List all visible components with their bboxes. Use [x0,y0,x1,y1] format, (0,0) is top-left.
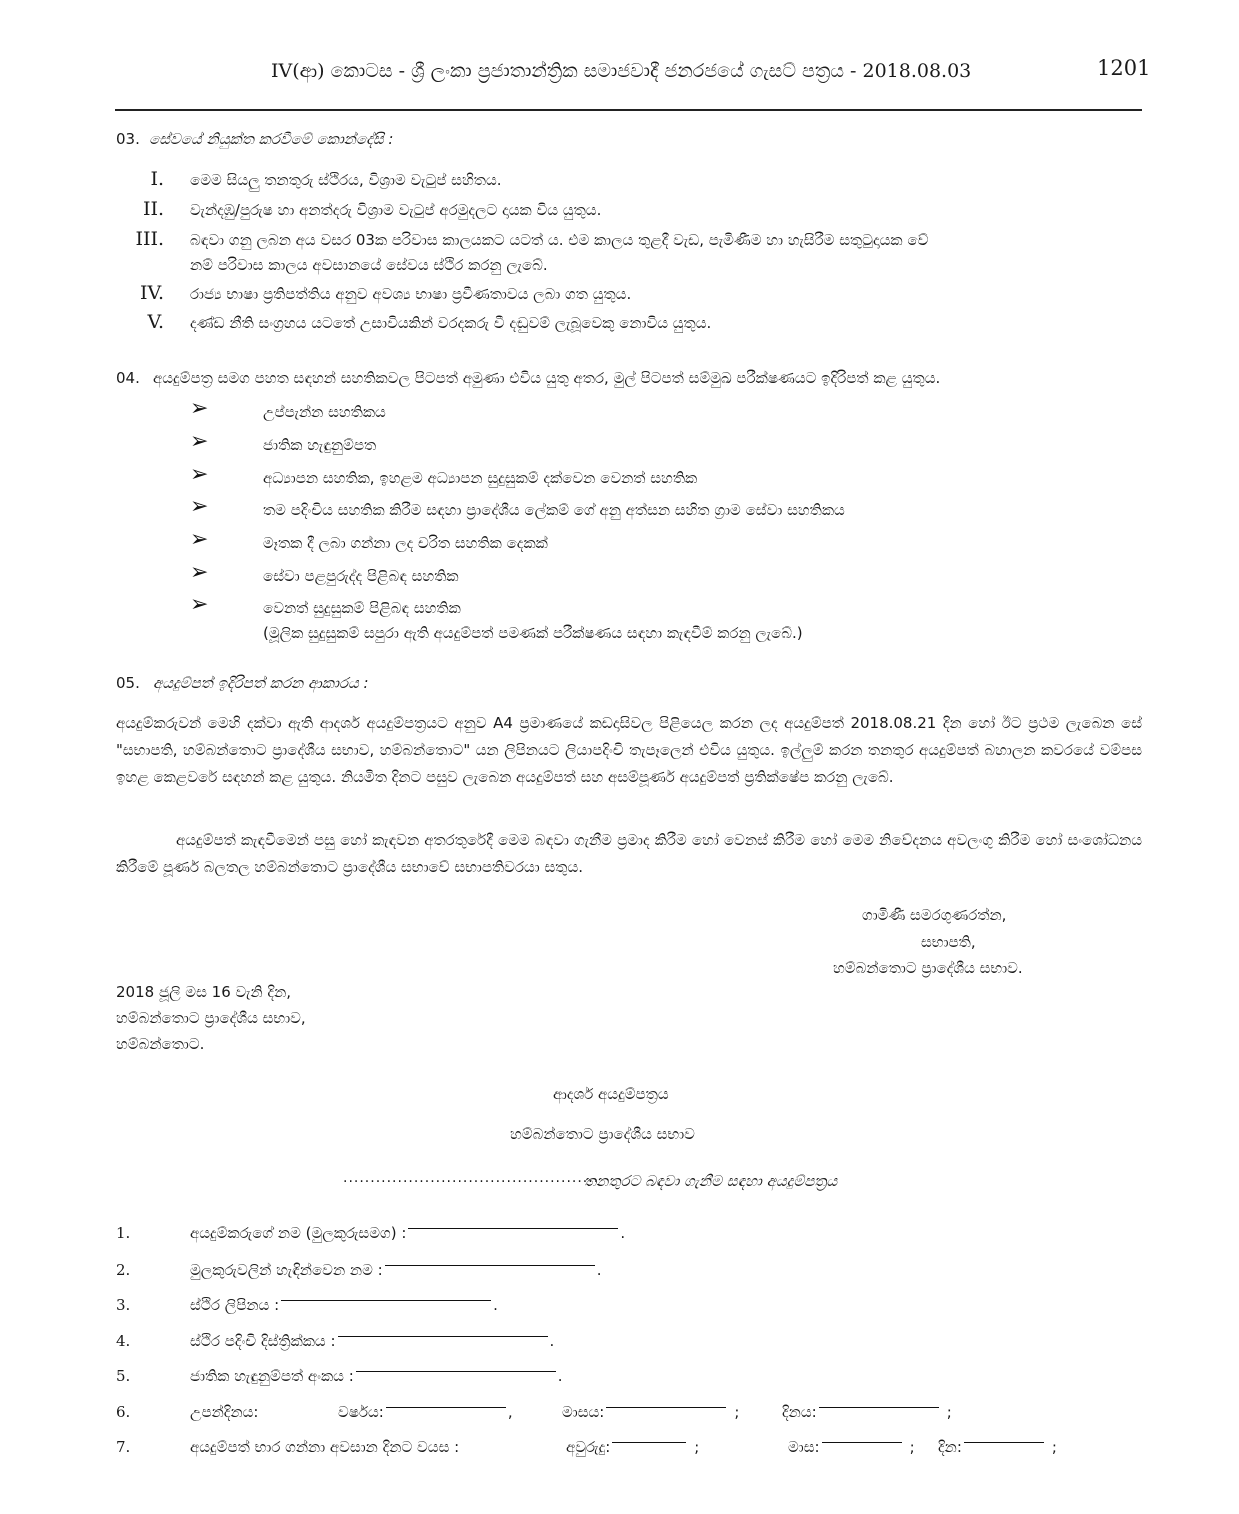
fill-line [386,1407,506,1408]
form-subtitle: හම්බන්තොට ප්‍රාදේශීය සභාව [510,1125,695,1143]
gazette-header-title: IV(ආ) කොටස - ශ්‍රී ලංකා ප්‍රජාතාන්ත්‍රික සමාජවාදී ජනරජයේ ගැසට් පත්‍රය - 2018.08.03 [271,60,972,82]
certificate-item: මෑතක දී ලබා ගන්නා ලද චරිත සහතික දෙකක් [263,534,548,552]
applicant-name-field[interactable] [190,1224,625,1242]
birth-month-field[interactable] [562,1403,739,1421]
certificate-item: වෙනත් සුදුසුකම් පිළිබඳ සහතික [263,599,461,617]
field-end: . [557,1367,563,1385]
field-number: 1. [116,1224,131,1242]
fill-line [819,1407,939,1408]
item-numeral: V. [147,311,164,333]
field-end: . [549,1332,555,1350]
fill-line [281,1300,491,1301]
certificate-item: සේවා පළපුරුද්ද පිළිබඳ සහතික [263,567,459,585]
age-years-field[interactable] [566,1438,699,1456]
separator: , [507,1403,513,1421]
separator: ; [946,1403,952,1421]
separator: ; [909,1438,915,1456]
fill-line [612,1442,686,1443]
field-end: . [620,1224,626,1242]
day-label: දිනය: [782,1403,817,1421]
permanent-address-field[interactable] [190,1296,498,1314]
arrow-bullet-icon: ➢ [190,429,209,454]
fill-line [964,1442,1044,1443]
form-title: ආදර්ශ අයදුම්පත්‍රය [553,1085,669,1103]
arrow-bullet-icon: ➢ [190,527,209,552]
arrow-bullet-icon: ➢ [190,462,209,487]
item-text: දණ්ඩ නීති සංග්‍රහය යටතේ උසාවියකින් වරදකරු වී දඬුවම් ලැබූවෙකු නොවිය යුතුය. [190,314,712,332]
arrow-bullet-icon: ➢ [190,396,209,421]
item-text: බඳවා ගනු ලබන අය වසර 03ක පරිවාස කාලයකට යටත් ය. එම කාලය තුළදී වැඩ, පැමිණීම හා හැසිරීම සතුටුදායක වේ [190,231,929,249]
form-purpose: තනතුරට බඳවා ගැනීම සඳහා අයදුම්පත්‍රය [584,1172,838,1190]
header-rule [115,109,1142,111]
field-label: ස්ථිර ලිපිනය : [190,1296,280,1314]
days-label: දින: [938,1438,962,1456]
birthdate-label: උපන්දිනය: [190,1403,259,1421]
field-label: ස්ථිර පදිංචි දිස්ත්‍රික්කය : [190,1332,336,1350]
field-end: . [493,1296,498,1314]
signatory-office: හම්බන්තොට ප්‍රාදේශීය සභාව. [833,959,1023,977]
field-end: . [596,1261,602,1279]
submission-paragraph: අයදුම්කරුවන් මෙහි දක්වා ඇති ආදර්ශ අයදුම්පත්‍රයට අනුව A4 ප්‍රමාණයේ කඩදාසිවල පිළියෙල කරන ලද අයදුම්පත් 2018.08.21 දින හෝ ඊට ප්‍රථම ලැබෙන සේ "සභාපති, හම්බන්තොට ප්‍රාදේශීය සභාව, හම්බන්තොට" යන ලිපිනයට ලියාපදිංචි තැපෑලෙන් එවිය යුතුය. ඉල්ලුම් කරන තනතුර අයදුම්පත් බහාලන කවරයේ වම්පස ඉහළ කෙළවරේ සඳහන් කළ යුතුය. නියමිත දිනට පසුව ලැබෙන අයදුම්පත් සහ අසම්පූර්ණ අයදුම්පත් ප්‍රතික්ෂේප කරනු ලැබේ. [116,714,1142,786]
fill-line [606,1407,726,1408]
field-number: 2. [116,1261,131,1279]
fill-line [356,1371,556,1372]
section-03-heading: සේවයේ නියුක්ත කරවීමේ කොන්දේසි : [149,130,394,148]
year-label: වර්ෂය: [338,1403,384,1421]
field-number: 5. [116,1367,131,1385]
item-numeral: IV. [140,282,164,304]
certificate-item: උප්පැන්න සහතිකය [263,403,386,421]
age-months-field[interactable] [788,1438,915,1456]
fill-line [822,1442,902,1443]
item-numeral: II. [142,198,164,220]
authority-paragraph: අයදුම්පත් කැඳවීමෙන් පසු හෝ කැඳවන අතරතුරේදී මෙම බඳවා ගැනීම ප්‍රමාද කිරීම හෝ වෙනස් කිරීම හෝ මෙම නිවේදනය අවලංගු කිරීම හෝ සංශෝධනය කිරීමේ පූර්ණ බලතල හම්බන්තොට ප්‍රාදේශීය සභාවේ සභාපතිවරයා සතුය. [116,831,1142,876]
certificate-item: අධ්‍යාපන සහතික, ඉහළම අධ්‍යාපන සුදුසුකම් දක්වෙන වෙනත් සහතික [263,469,698,487]
separator: ; [734,1403,740,1421]
item-text: වැන්දඹු/පුරුෂ හා අනත්දරු විශ්‍රාම වැටුප් අරමුදලට දායක විය යුතුය. [190,201,602,219]
page-number: 1201 [1097,56,1151,80]
date-line: 2018 ජූලි මස 16 වැනි දින, [116,983,292,1001]
field-label: මුලකුරුවලින් හැඳින්වෙන නම : [190,1261,383,1279]
certificate-item: තම පදිංචිය සහතික කිරීම සඳහා ප්‍රාදේශීය ලේකම් ගේ අනු අත්සන සහිත ග්‍රාම සේවා සහතිකය [263,501,845,519]
item-numeral: III. [135,228,164,250]
field-number: 3. [116,1296,131,1314]
field-number: 6. [116,1403,131,1421]
separator: ; [694,1438,700,1456]
birth-day-field[interactable] [782,1403,952,1421]
section-04-intro: අයදුම්පත්‍ර සමග පහත සඳහන් සහතිකවල පිටපත් අමුණා එවිය යුතු අතර, මුල් පිටපත් සම්මුඛ පරීක්ෂණයට ඉදිරිපත් කළ යුතුය. [153,369,941,387]
arrow-bullet-icon: ➢ [190,560,209,585]
field-number: 7. [116,1438,131,1456]
month-label: මාසය: [562,1403,605,1421]
name-by-initials-field[interactable] [190,1261,601,1279]
arrow-bullet-icon: ➢ [190,494,209,519]
item-text-continued: නම් පරිවාස කාලය අවසානයේ සේවය ස්ථිර කරනු ලැබේ. [190,256,548,274]
certificate-note: (මූලික සුදුසුකම් සපුරා ඇති අයදුම්පත් පමණක් පරීක්ෂණය සඳහා කැඳවීම් කරනු ලැබේ.) [263,624,803,642]
section-05-heading: අයදුම්පත් ඉදිරිපත් කරන ආකාරය : [153,674,369,692]
separator: ; [1051,1438,1057,1456]
field-number: 4. [116,1332,131,1350]
fill-line [408,1228,618,1229]
section-05-number: 05. [116,674,140,692]
nic-number-field[interactable] [190,1367,563,1385]
months-label: මාස: [788,1438,820,1456]
field-label: අයදුම්කරුගේ නම (මුලකුරුසමග) : [190,1224,407,1242]
item-numeral: I. [150,168,164,190]
section-03-number: 03. [116,130,140,148]
birth-year-field[interactable] [338,1403,513,1421]
item-text: රාජ්‍ය භාෂා ප්‍රතිපත්තිය අනුව අවශ්‍ය භාෂා ප්‍රවීණතාවය ලබා ගත යුතුය. [190,285,632,303]
item-text: මෙම සියලු තනතුරු ස්ථිරය, විශ්‍රාම වැටුප් සහිතය. [190,171,502,189]
arrow-bullet-icon: ➢ [190,592,209,617]
signatory-name: ගාමිණී සමරගුණරත්න, [862,906,1007,924]
signatory-title: සභාපති, [921,933,976,951]
field-label: ජාතික හැඳුනුම්පත් අංකය : [190,1367,354,1385]
town-line: හම්බන්තොට. [116,1035,205,1053]
fill-line [338,1336,548,1337]
age-days-field[interactable] [938,1438,1057,1456]
position-dots: ............................................... [343,1170,600,1186]
section-04-number: 04. [116,369,140,387]
years-label: අවුරුදු: [566,1438,611,1456]
district-field[interactable] [190,1332,554,1350]
fill-line [385,1265,595,1266]
office-line: හම්බන්තොට ප්‍රාදේශීය සභාව, [116,1009,306,1027]
certificate-item: ජාතික හැඳුනුම්පත [263,436,377,454]
age-label: අයදුම්පත් භාර ගන්නා අවසාන දිනට වයස : [190,1438,460,1456]
